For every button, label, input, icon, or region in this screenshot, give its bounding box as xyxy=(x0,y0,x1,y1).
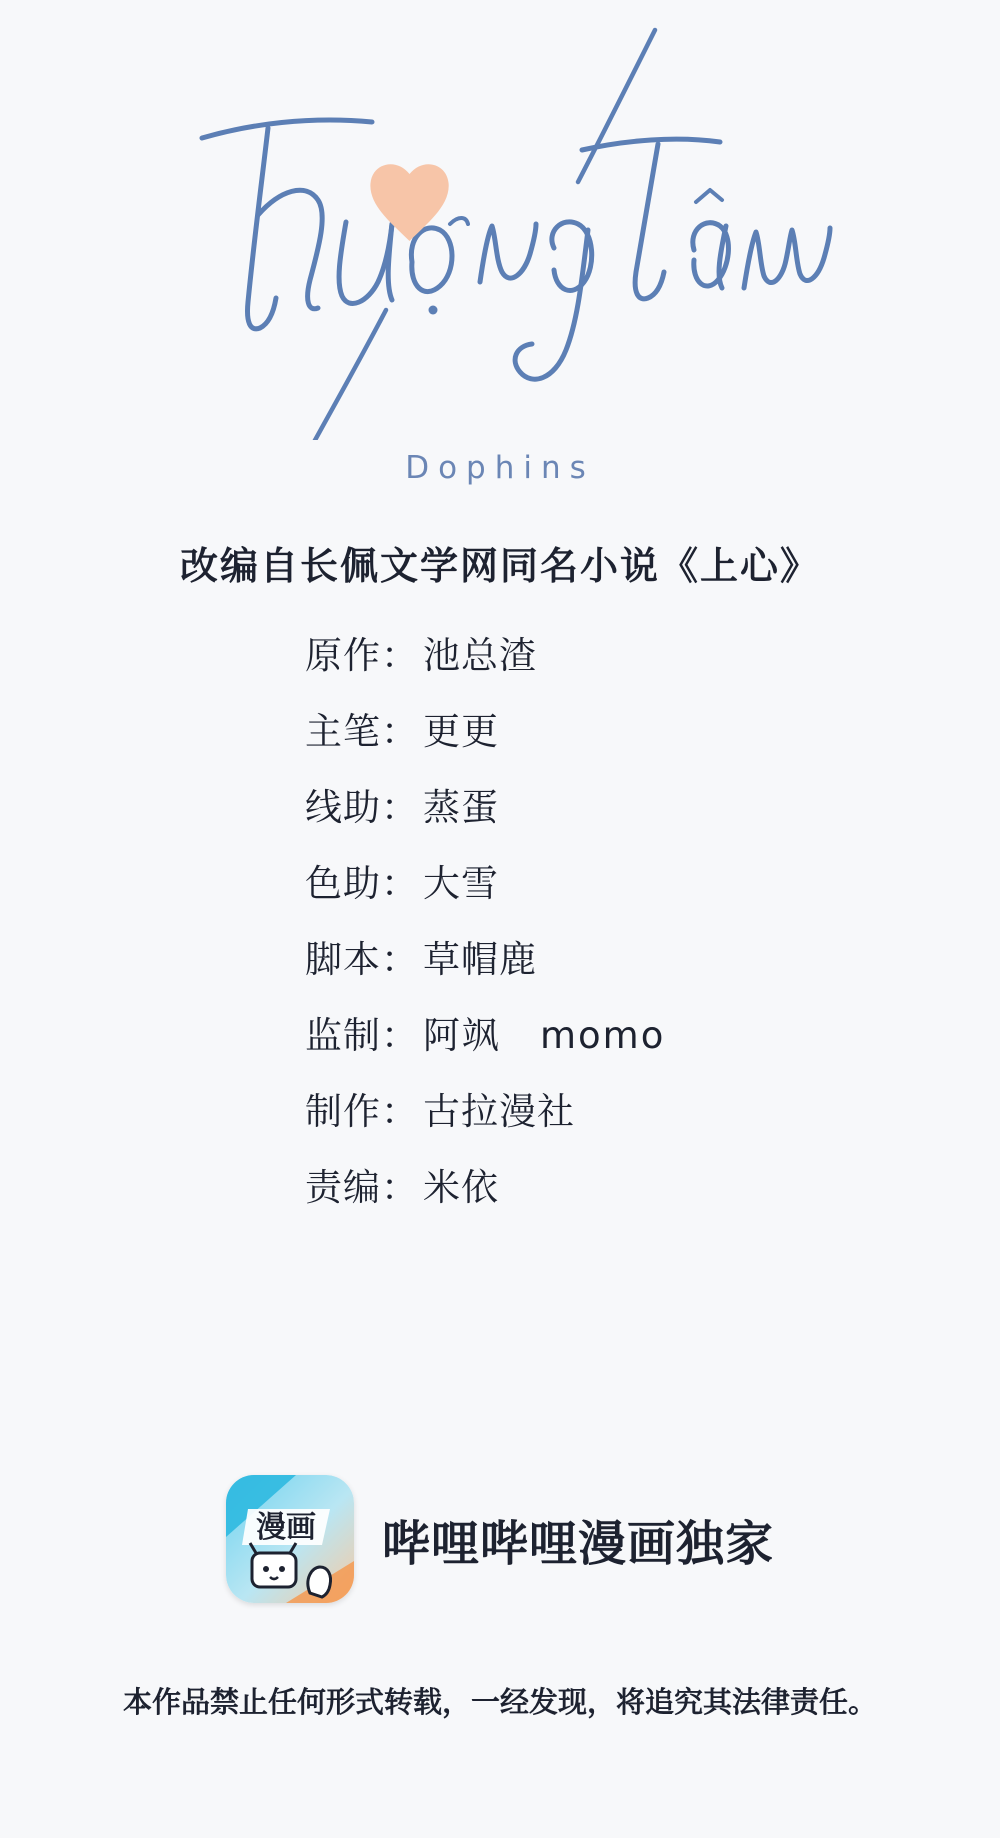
bilibili-manga-app-icon xyxy=(226,1475,354,1603)
credit-name: 池总渣 xyxy=(423,634,537,677)
studio-name: Dophins xyxy=(405,450,595,486)
credit-separator: ： xyxy=(381,1166,419,1209)
credit-row xyxy=(0,1157,1000,1233)
credit-role: 线助 xyxy=(305,786,381,829)
credit-row xyxy=(0,929,1000,1005)
credits-list xyxy=(0,625,1000,1233)
credit-row xyxy=(0,1005,1000,1081)
credit-name: 古拉漫社 xyxy=(423,1090,575,1133)
credit-separator: ： xyxy=(381,862,419,905)
credit-name: 米依 xyxy=(423,1166,499,1209)
credit-role: 制作 xyxy=(305,1090,381,1133)
credit-role: 监制 xyxy=(305,1014,381,1057)
credit-separator: ： xyxy=(381,1090,419,1133)
credit-row xyxy=(0,853,1000,929)
app-icon-artwork xyxy=(226,1475,354,1603)
publisher-label: 哔哩哔哩漫画独家 xyxy=(381,1515,774,1572)
logo-artwork xyxy=(150,10,850,440)
credit-role: 脚本 xyxy=(305,938,381,981)
credit-role: 主笔 xyxy=(305,710,381,753)
credit-row xyxy=(0,777,1000,853)
credit-name: 草帽鹿 xyxy=(423,938,537,981)
publisher-row xyxy=(0,1475,1000,1603)
credit-separator: ： xyxy=(381,634,419,677)
credit-row xyxy=(0,1081,1000,1157)
credit-separator: ： xyxy=(381,1014,419,1057)
credit-name: 阿飒 momo xyxy=(423,1014,666,1057)
credit-role: 色助 xyxy=(305,862,381,905)
credit-name: 蒸蛋 xyxy=(423,786,499,829)
page-title: 改编自长佩文学网同名小说《上心》 xyxy=(179,544,820,588)
credit-row xyxy=(0,625,1000,701)
copyright-notice: 本作品禁止任何形式转载，一经发现，将追究其法律责任。 xyxy=(122,1685,877,1719)
credit-role: 原作 xyxy=(305,634,381,677)
credit-separator: ： xyxy=(381,786,419,829)
credit-row xyxy=(0,701,1000,777)
credit-name: 更更 xyxy=(423,710,499,753)
credit-separator: ： xyxy=(381,710,419,753)
svg-text:漫画: 漫画 xyxy=(255,1510,316,1545)
credit-role: 责编 xyxy=(305,1166,381,1209)
credit-separator: ： xyxy=(381,938,419,981)
credit-name: 大雪 xyxy=(423,862,499,905)
series-logo xyxy=(0,10,1000,486)
